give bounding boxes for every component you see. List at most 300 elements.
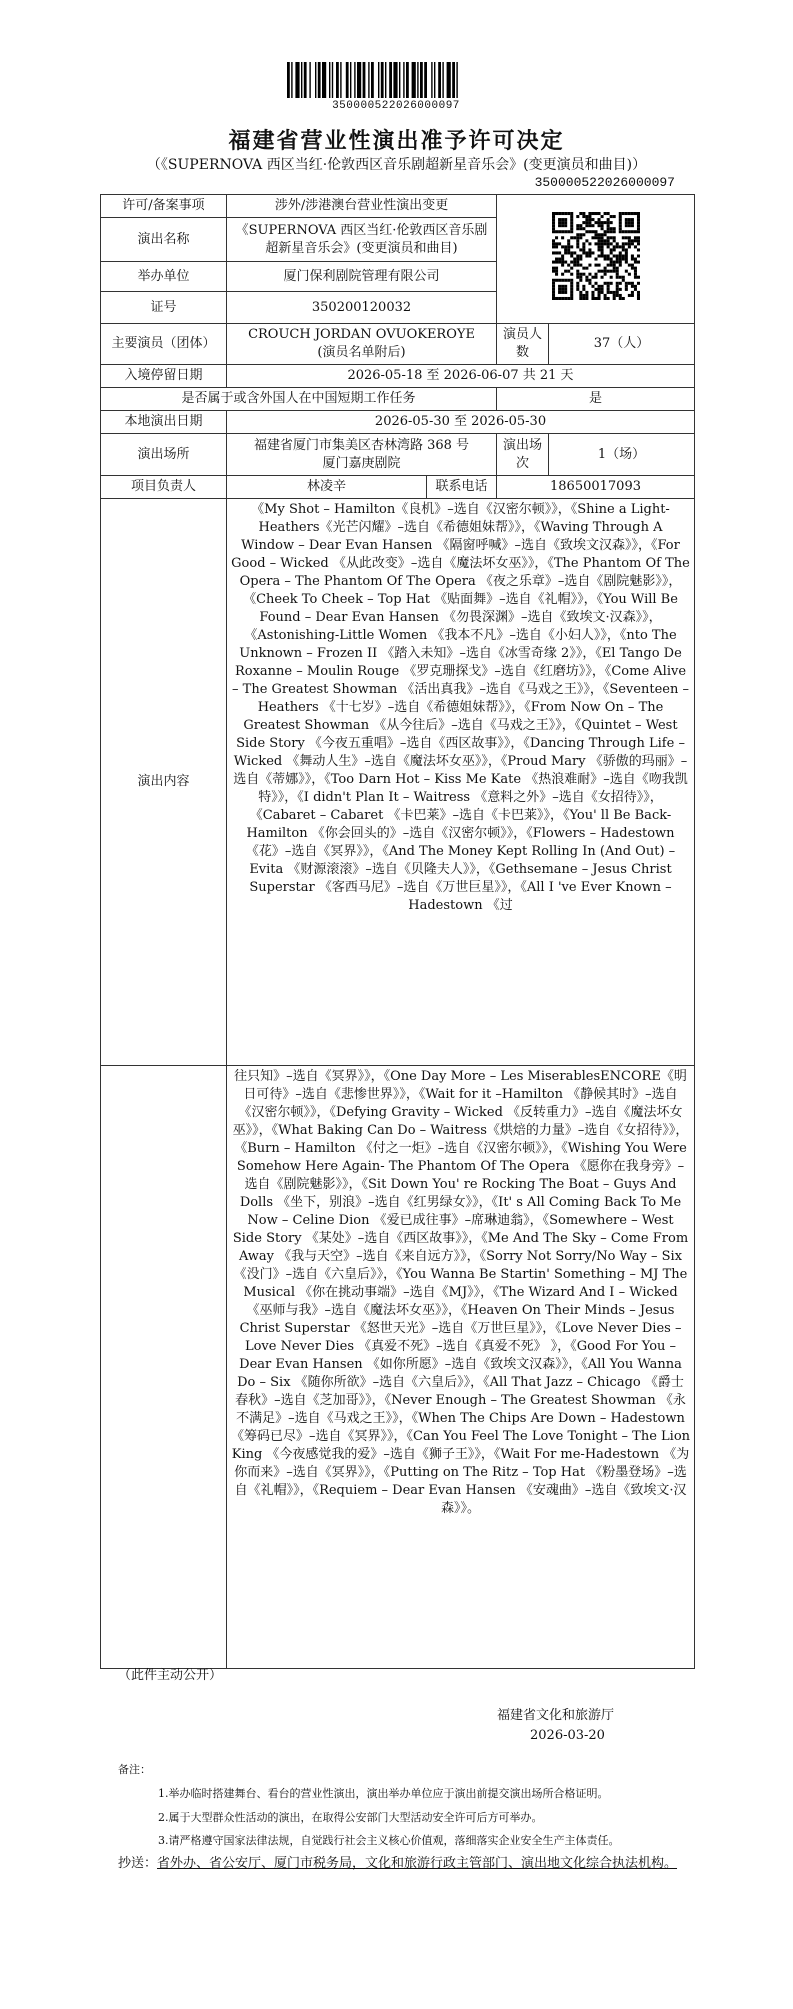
qr-module <box>585 230 588 233</box>
qr-module <box>576 242 579 245</box>
qr-module <box>600 233 603 236</box>
qr-module <box>618 288 621 291</box>
qr-module <box>618 294 621 297</box>
qr-module <box>579 233 582 236</box>
qr-module <box>627 245 630 248</box>
qr-module <box>606 218 609 221</box>
session-count-label: 演出场次 <box>497 434 549 476</box>
qr-module <box>552 297 555 300</box>
qr-module <box>561 258 564 261</box>
qr-module <box>564 291 567 294</box>
qr-module <box>633 212 636 215</box>
qr-module <box>621 212 624 215</box>
qr-module <box>561 291 564 294</box>
qr-module <box>555 273 558 276</box>
qr-module <box>567 279 570 282</box>
qr-module <box>633 245 636 248</box>
qr-module <box>588 248 591 251</box>
qr-module <box>561 212 564 215</box>
qr-module <box>633 261 636 264</box>
qr-module <box>624 224 627 227</box>
qr-module <box>627 212 630 215</box>
qr-module <box>600 276 603 279</box>
qr-module <box>606 245 609 248</box>
qr-module <box>582 215 585 218</box>
qr-module <box>612 230 615 233</box>
barcode-bar <box>368 62 369 98</box>
qr-module <box>576 239 579 242</box>
qr-module <box>624 251 627 254</box>
qr-module <box>594 288 597 291</box>
document-title: 福建省营业性演出准予许可决定 <box>228 129 565 154</box>
qr-module <box>615 294 618 297</box>
qr-module <box>621 230 624 233</box>
qr-module <box>576 236 579 239</box>
qr-module <box>570 251 573 254</box>
qr-module <box>606 297 609 300</box>
qr-module <box>615 261 618 264</box>
qr-module <box>570 279 573 282</box>
qr-module <box>561 224 564 227</box>
qr-module <box>594 233 597 236</box>
session-count-value: 1（场） <box>549 434 695 476</box>
qr-module <box>585 267 588 270</box>
qr-module <box>606 291 609 294</box>
performer-count-label: 演员人数 <box>497 324 549 365</box>
qr-module <box>633 258 636 261</box>
local-dates-value: 2026-05-30 至 2026-05-30 <box>227 411 695 434</box>
qr-module <box>576 264 579 267</box>
qr-module <box>633 285 636 288</box>
qr-module <box>552 245 555 248</box>
qr-code-icon <box>552 212 640 300</box>
barcode-bar <box>363 62 366 98</box>
qr-module <box>624 285 627 288</box>
note-item: 2.属于大型群众性活动的演出，在取得公安部门大型活动安全许可后方可举办。 <box>158 1811 543 1824</box>
qr-module <box>555 251 558 254</box>
qr-module <box>603 267 606 270</box>
qr-module <box>615 245 618 248</box>
notes <box>118 1758 678 1852</box>
qr-module <box>627 242 630 245</box>
qr-module <box>552 230 555 233</box>
qr-module <box>567 264 570 267</box>
qr-module <box>552 251 555 254</box>
document-number: 350000522026000097 <box>534 175 675 190</box>
qr-module <box>591 212 594 215</box>
qr-module <box>552 267 555 270</box>
qr-module <box>618 276 621 279</box>
qr-module <box>561 261 564 264</box>
qr-module <box>609 215 612 218</box>
barcode-bar <box>431 62 432 98</box>
qr-module <box>552 294 555 297</box>
qr-module <box>600 227 603 230</box>
qr-module <box>588 215 591 218</box>
qr-module <box>564 279 567 282</box>
qr-module <box>567 245 570 248</box>
qr-module <box>558 291 561 294</box>
qr-module <box>576 245 579 248</box>
qr-module <box>597 270 600 273</box>
qr-module <box>600 242 603 245</box>
qr-module <box>597 291 600 294</box>
qr-module <box>573 251 576 254</box>
qr-module <box>618 254 621 257</box>
barcode-bar <box>350 62 351 98</box>
qr-module <box>624 230 627 233</box>
qr-module <box>582 212 585 215</box>
qr-module <box>633 230 636 233</box>
qr-module <box>600 285 603 288</box>
qr-module <box>630 294 633 297</box>
qr-module <box>630 254 633 257</box>
qr-module <box>618 224 621 227</box>
qr-module <box>627 239 630 242</box>
qr-module <box>621 297 624 300</box>
qr-module <box>618 251 621 254</box>
barcode-bar <box>332 62 333 98</box>
qr-module <box>567 212 570 215</box>
qr-module <box>588 230 591 233</box>
qr-module <box>594 212 597 215</box>
qr-module <box>636 291 639 294</box>
qr-module <box>624 218 627 221</box>
qr-module <box>636 254 639 257</box>
qr-module <box>612 270 615 273</box>
qr-module <box>594 276 597 279</box>
qr-module <box>558 242 561 245</box>
barcode-bar <box>346 62 349 98</box>
qr-module <box>618 218 621 221</box>
qr-module <box>609 282 612 285</box>
qr-module <box>606 227 609 230</box>
phone-value: 18650017093 <box>497 476 695 499</box>
qr-module <box>582 294 585 297</box>
qr-module <box>606 221 609 224</box>
qr-module <box>606 254 609 257</box>
qr-module <box>597 248 600 251</box>
barcode-number: 350000522026000097 <box>332 100 460 112</box>
qr-module <box>582 297 585 300</box>
qr-module <box>576 233 579 236</box>
qr-module <box>615 273 618 276</box>
qr-module <box>579 258 582 261</box>
qr-module <box>558 297 561 300</box>
barcode-bar <box>417 62 418 98</box>
qr-module <box>624 221 627 224</box>
qr-module <box>597 245 600 248</box>
qr-module <box>603 282 606 285</box>
qr-module <box>585 239 588 242</box>
barcode-bar <box>438 62 441 98</box>
performers-value-line2: (演员名单附后) <box>317 345 406 360</box>
qr-module <box>600 270 603 273</box>
qr-module <box>576 276 579 279</box>
qr-module <box>561 236 564 239</box>
venue-value-line2: 厦门嘉庚剧院 <box>322 455 401 471</box>
venue-label: 演出场所 <box>101 434 227 476</box>
qr-module <box>627 224 630 227</box>
qr-module <box>576 258 579 261</box>
qr-module <box>582 221 585 224</box>
qr-module <box>570 288 573 291</box>
barcode-bar <box>393 62 397 98</box>
qr-module <box>585 294 588 297</box>
qr-module <box>570 297 573 300</box>
qr-module <box>600 291 603 294</box>
qr-module <box>600 251 603 254</box>
qr-module <box>606 270 609 273</box>
qr-module <box>567 242 570 245</box>
qr-module <box>597 218 600 221</box>
qr-module <box>558 258 561 261</box>
qr-module <box>627 236 630 239</box>
qr-module <box>585 276 588 279</box>
qr-module <box>585 291 588 294</box>
barcode-bar <box>378 62 379 98</box>
qr-module <box>612 239 615 242</box>
qr-module <box>609 261 612 264</box>
qr-module <box>552 279 555 282</box>
qr-module <box>558 218 561 221</box>
qr-module <box>600 288 603 291</box>
show-name-value: 《SUPERNOVA 西区当红·伦敦西区音乐剧超新星音乐会》(变更演员和曲目) <box>227 218 497 262</box>
qr-module <box>558 288 561 291</box>
qr-module <box>582 251 585 254</box>
qr-module <box>552 288 555 291</box>
qr-module <box>576 270 579 273</box>
qr-module <box>603 239 606 242</box>
qr-module <box>609 227 612 230</box>
qr-module <box>600 239 603 242</box>
qr-module <box>567 270 570 273</box>
qr-module <box>597 242 600 245</box>
qr-module <box>555 297 558 300</box>
qr-module <box>636 294 639 297</box>
barcode <box>285 62 507 112</box>
qr-module <box>558 230 561 233</box>
qr-module <box>636 297 639 300</box>
qr-module <box>570 224 573 227</box>
qr-module <box>564 285 567 288</box>
qr-module <box>597 221 600 224</box>
qr-module <box>594 230 597 233</box>
qr-module <box>630 218 633 221</box>
qr-module <box>615 288 618 291</box>
qr-module <box>585 224 588 227</box>
qr-module <box>624 248 627 251</box>
qr-module <box>606 282 609 285</box>
qr-module <box>636 230 639 233</box>
cc-value: 省外办、省公安厅、厦门市税务局，文化和旅游行政主管部门、演出地文化综合执法机构。 <box>157 1856 678 1871</box>
qr-module <box>624 258 627 261</box>
qr-module <box>582 267 585 270</box>
qr-module <box>621 242 624 245</box>
qr-module <box>591 230 594 233</box>
qr-module <box>552 218 555 221</box>
barcode-bar <box>434 62 435 98</box>
qr-module <box>636 239 639 242</box>
qr-module <box>600 254 603 257</box>
qr-module <box>615 267 618 270</box>
qr-module <box>573 261 576 264</box>
barcode-bar <box>371 62 374 98</box>
qr-module <box>558 251 561 254</box>
qr-module <box>558 261 561 264</box>
qr-module <box>594 264 597 267</box>
qr-module <box>636 221 639 224</box>
qr-module <box>612 245 615 248</box>
qr-module <box>588 264 591 267</box>
qr-module <box>579 248 582 251</box>
qr-module <box>636 218 639 221</box>
qr-module <box>603 273 606 276</box>
barcode-bar <box>389 62 392 98</box>
qr-module <box>594 282 597 285</box>
content-part1: 《My Shot – Hamilton《良机》–选自《汉密尔顿》》，《Shine a Light- Heathers《光芒闪耀》–选自《希德姐妹帮》》，《Waving Through A Window – Dear Evan Hansen 《隔窗呼喊》–选自《致埃文汉森》》，《For Good – Wicked 《从此改变》–选自《魔法坏女巫》》，《The Phantom Of The Opera – The Phantom Of The Opera 《夜之乐章》–选自《剧院魅影》》，《Cheek To Cheek – Top Hat 《贴面舞》–选自《礼帽》》，《You Will Be Found – Dear Evan Hansen 《勿畏深渊》–选自《致埃文·汉森》》，《Astonishing-Little Women 《我本不凡》–选自《小妇人》》，《nto The Unknown – Frozen II 《踏入未知》–选自《冰雪奇缘 2》》，《El Tango De Roxanne – Moulin Rouge 《罗克珊探戈》–选自《红磨坊》》，《Come Alive – The Greatest Showman 《活出真我》–选自《马戏之王》》，《Seventeen – Heathers 《十七岁》–选自《希德姐妹帮》》，《From Now On – The Greatest Showman 《从今往后》–选自《马戏之王》》，《Quintet – West Side Story 《今夜五重唱》–选自《西区故事》》，《Dancing Through Life – Wicked 《舞动人生》–选自《魔法坏女巫》》，《Proud Mary 《骄傲的玛丽》–选自《蒂娜》》，《Too Darn Hot – Kiss Me Kate 《热浪难耐》–选自《吻我凯特》》，《I didn't Plan It – Waitress 《意料之外》–选自《女招待》》，《Cabaret – Cabaret 《卡巴莱》–选自《卡巴莱》》，《You' ll Be Back- Hamilton 《你会回头的》–选自《汉密尔顿》》，《Flowers – Hadestown 《花》–选自《冥界》》，《And The Money Kept Rolling In (And Out) – Evita 《财源滚滚》–选自《贝隆夫人》》，《Gethsemane – Jesus Christ Superstar 《客西马尼》–选自《万世巨星》》，《All I 've Ever Known – Hadestown 《过 <box>227 499 695 1066</box>
qr-module <box>612 264 615 267</box>
qr-module <box>633 236 636 239</box>
qr-module <box>579 224 582 227</box>
qr-module <box>612 227 615 230</box>
qr-module <box>627 273 630 276</box>
qr-module <box>609 242 612 245</box>
qr-module <box>606 230 609 233</box>
barcode-bar <box>412 62 416 98</box>
qr-module <box>552 242 555 245</box>
qr-module <box>588 212 591 215</box>
qr-module <box>627 294 630 297</box>
qr-module <box>567 239 570 242</box>
barcode-bar <box>424 62 427 98</box>
qr-module <box>570 282 573 285</box>
qr-module <box>561 273 564 276</box>
qr-module <box>606 285 609 288</box>
qr-module <box>606 239 609 242</box>
qr-module <box>576 288 579 291</box>
qr-module <box>597 294 600 297</box>
qr-module <box>582 248 585 251</box>
qr-module <box>564 221 567 224</box>
qr-module <box>597 239 600 242</box>
qr-module <box>564 224 567 227</box>
qr-module <box>618 261 621 264</box>
qr-module <box>555 267 558 270</box>
qr-module <box>630 282 633 285</box>
qr-module <box>579 276 582 279</box>
qr-module <box>564 245 567 248</box>
qr-module <box>597 285 600 288</box>
qr-module <box>585 221 588 224</box>
qr-module <box>597 288 600 291</box>
organizer-label: 举办单位 <box>101 262 227 292</box>
qr-module <box>609 270 612 273</box>
license-no-value: 350200120032 <box>227 292 497 324</box>
qr-module <box>597 212 600 215</box>
barcode-bar <box>385 62 386 98</box>
qr-module <box>603 270 606 273</box>
qr-module <box>627 221 630 224</box>
performer-count-value: 37（人） <box>549 324 695 365</box>
barcode-bar <box>304 62 307 98</box>
public-note: （此件主动公开） <box>118 1668 223 1683</box>
qr-module <box>606 264 609 267</box>
qr-module <box>591 236 594 239</box>
qr-module <box>612 248 615 251</box>
phone-label: 联系电话 <box>427 476 497 499</box>
qr-module <box>567 248 570 251</box>
qr-module <box>552 212 555 215</box>
barcode-bar <box>442 62 443 98</box>
qr-module <box>579 291 582 294</box>
qr-module <box>624 254 627 257</box>
qr-module <box>627 282 630 285</box>
qr-module <box>576 273 579 276</box>
qr-module <box>588 221 591 224</box>
qr-module <box>555 258 558 261</box>
barcode-bar <box>340 62 341 98</box>
qr-module <box>570 254 573 257</box>
qr-module <box>582 227 585 230</box>
qr-module <box>624 212 627 215</box>
qr-module <box>561 245 564 248</box>
qr-module <box>621 248 624 251</box>
barcode-bar <box>301 62 302 98</box>
notes-title: 备注： <box>118 1763 151 1776</box>
qr-module <box>555 261 558 264</box>
barcode-bar <box>318 62 321 98</box>
qr-module <box>615 242 618 245</box>
qr-module <box>612 291 615 294</box>
qr-module <box>570 221 573 224</box>
license-table <box>100 194 695 1669</box>
qr-module <box>594 273 597 276</box>
qr-module <box>624 288 627 291</box>
qr-module <box>552 215 555 218</box>
qr-module <box>588 254 591 257</box>
note-item: 3.请严格遵守国家法律法规，自觉践行社会主义核心价值观，落细落实企业安全生产主体责任。 <box>158 1834 620 1847</box>
qr-module <box>555 212 558 215</box>
qr-module <box>552 224 555 227</box>
qr-module <box>621 245 624 248</box>
qr-module <box>603 254 606 257</box>
qr-module <box>600 236 603 239</box>
qr-module <box>633 239 636 242</box>
qr-module <box>579 279 582 282</box>
qr-module <box>624 242 627 245</box>
qr-module <box>555 242 558 245</box>
qr-module <box>558 224 561 227</box>
qr-module <box>561 218 564 221</box>
qr-module <box>621 276 624 279</box>
qr-module <box>588 282 591 285</box>
qr-module <box>585 215 588 218</box>
qr-module <box>570 215 573 218</box>
qr-module <box>558 285 561 288</box>
qr-module <box>576 285 579 288</box>
qr-module <box>582 242 585 245</box>
qr-module <box>615 258 618 261</box>
qr-module <box>609 276 612 279</box>
qr-module <box>606 258 609 261</box>
content-label-continued <box>101 1066 227 1669</box>
qr-module <box>603 297 606 300</box>
qr-module <box>552 270 555 273</box>
qr-module <box>609 236 612 239</box>
cc-label: 抄送： <box>118 1856 158 1871</box>
qr-module <box>630 239 633 242</box>
